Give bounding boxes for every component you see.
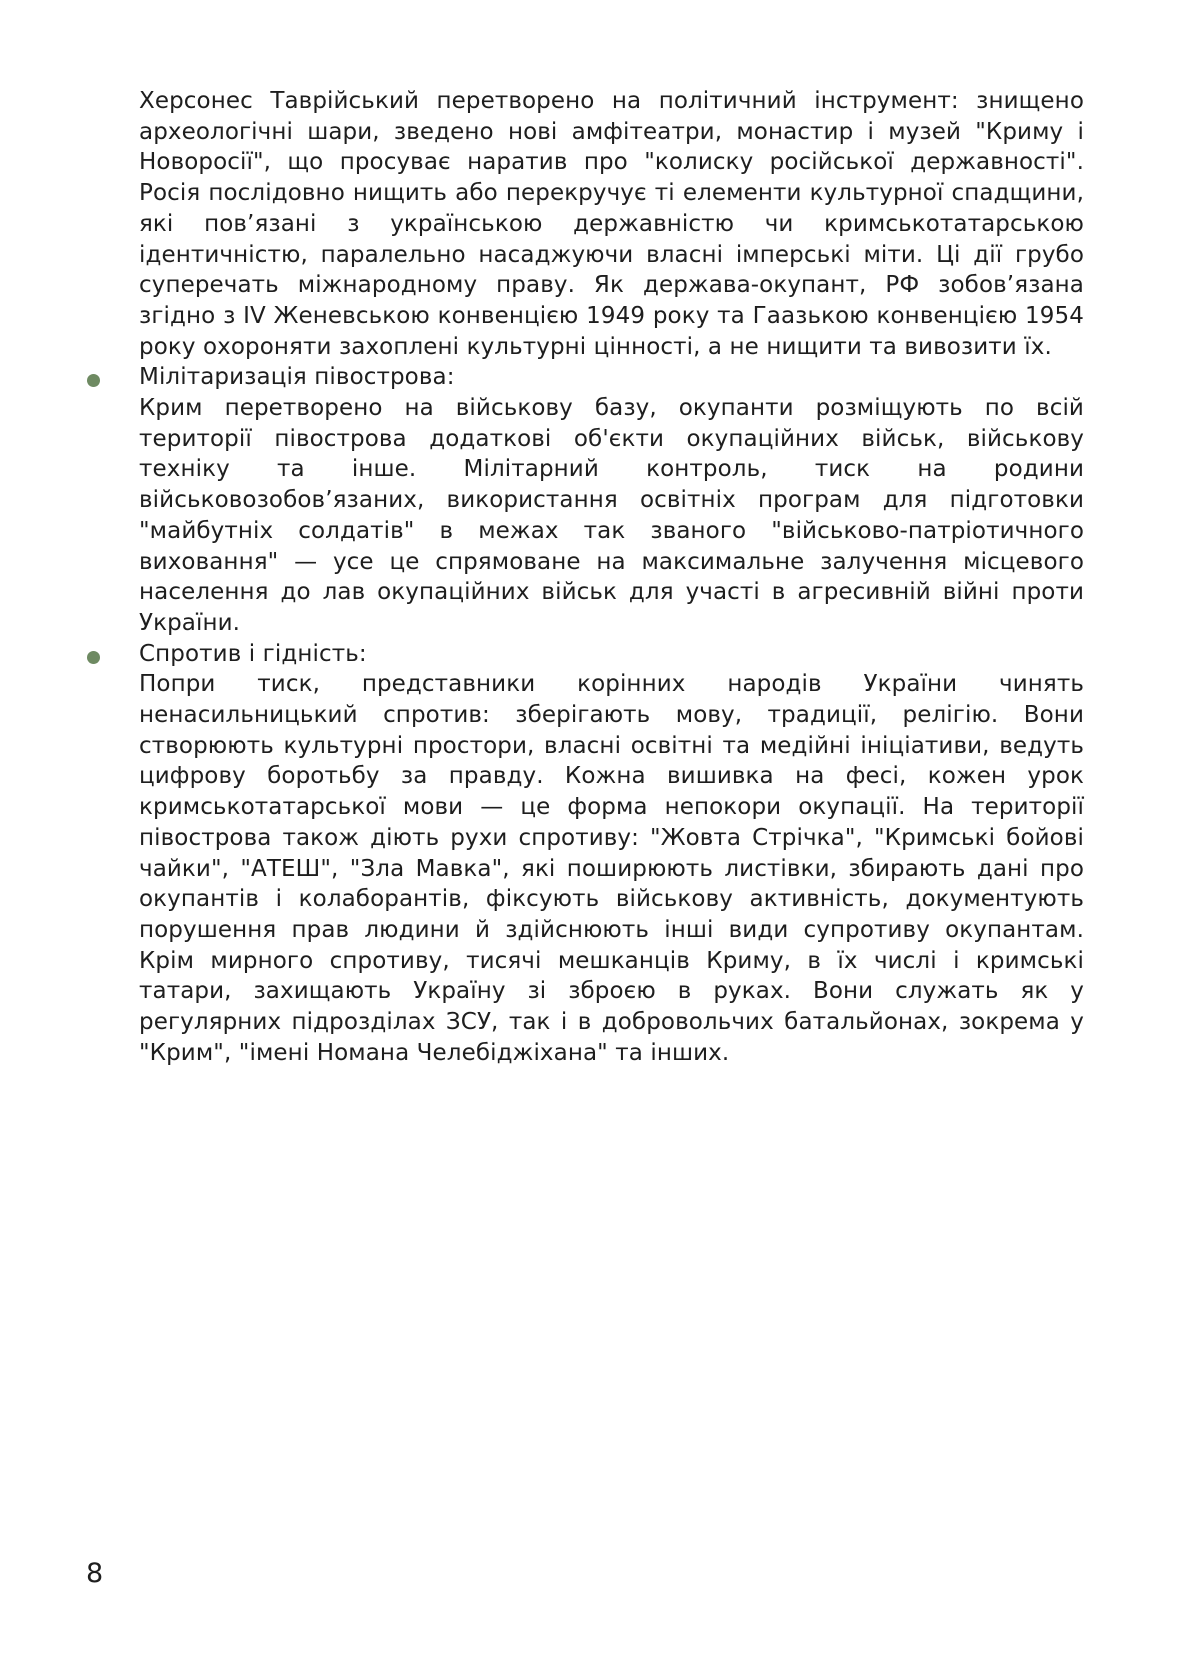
bullet-dot-icon xyxy=(87,651,100,664)
bullet-text: Попри тиск, представники корінних народів України чинять ненасильницький спротив: зберігають мову, традиції, релігію. Вони створюють культурні простори, власні освітні та медійні ініціативи, ведуть цифрову боротьбу за правду. Кожна вишивка на фесі, кожен урок кримськотатарської мови — це форма непокори окупації. На території півострова також діють рухи спротиву: "Жовта Стрічка", "Кримські бойові чайки", "АТЕШ", "Зла Мавка", які поширюють листівки, збирають дані про окупантів і колаборантів, фіксують військову активність, документують порушення прав людини й здійснюють інші види супротиву окупантам. Крім мирного спротиву, тисячі мешканців Криму, в їх числі і кримські татари, захищають Україну зі зброєю в руках. Вони служать як у регулярних підрозділах ЗСУ, так і в добровольчих батальйонах, зокрема у "Крим", "імені Номана Челебіджіхана" та інших. xyxy=(139,671,1084,1066)
bullet-title: Спротив і гідність: xyxy=(139,640,367,667)
bullet-item-resistance xyxy=(139,639,1084,1069)
bullet-title: Мілітаризація півострова: xyxy=(139,364,455,391)
bullet-dot-icon xyxy=(87,374,100,387)
intro-paragraph: Херсонес Таврійський перетворено на політичний інструмент: знищено археологічні шари, зведено нові амфітеатри, монастир і музей "Криму і Новоросії", що просуває наратив про "колиску російської державності". Росія послідовно нищить або перекручує ті елементи культурної спадщини, які пов’язані з українською державністю чи кримськотатарською ідентичністю, паралельно насаджуючи власні імперські міти. Ці дії грубо суперечать міжнародному праву. Як держава-окупант, РФ зобов’язана згідно з IV Женевською конвенцією 1949 року та Гаазькою конвенцією 1954 року охороняти захоплені культурні цінності, а не нищити та вивозити їх. xyxy=(139,88,1084,360)
page-number: 8 xyxy=(86,1558,104,1589)
bullet-text: Крим перетворено на військову базу, окупанти розміщують по всій території півострова додаткові об'єкти окупаційних військ, військову техніку та інше. Мілітарний контроль, тиск на родини військовозобов’язаних, використання освітніх програм для підготовки "майбутніх солдатів" в межах так званого "військово-патріотичного виховання" — усе це спрямоване на максимальне залучення місцевого населення до лав окупаційних військ для участі в агресивній війні проти України. xyxy=(139,395,1084,636)
bullet-item-militarization xyxy=(139,362,1084,638)
body-text xyxy=(139,86,1084,1069)
